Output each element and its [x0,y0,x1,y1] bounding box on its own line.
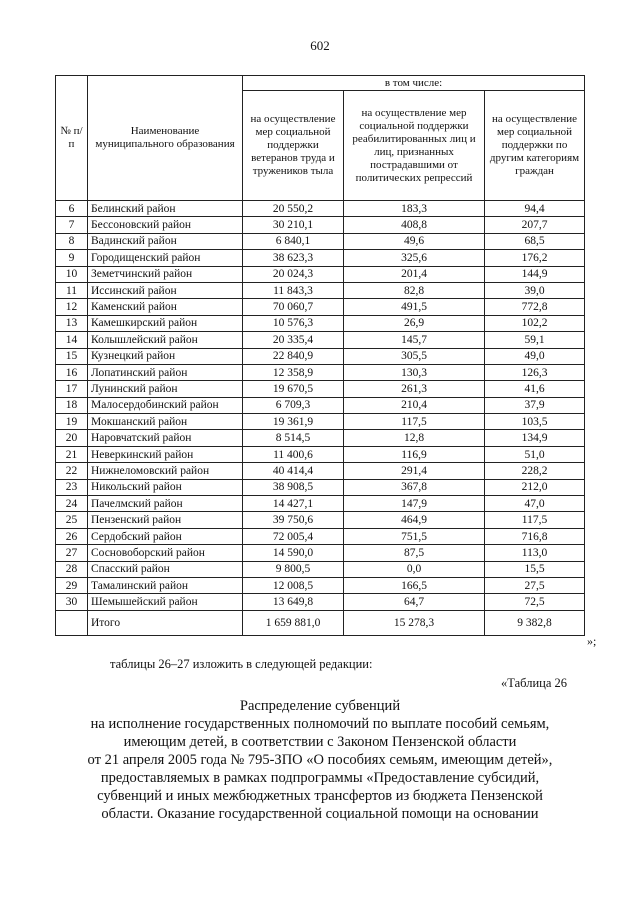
row-number: 6 [56,201,88,217]
table-row [56,397,585,413]
table-row [56,528,585,544]
row-name: Белинский район [88,201,243,217]
row-value-3: 59,1 [485,332,585,348]
row-value-1: 30 210,1 [243,217,344,233]
row-value-1: 70 060,7 [243,299,344,315]
row-value-3: 37,9 [485,397,585,413]
table-row [56,430,585,446]
row-value-2: 82,8 [344,282,485,298]
table-row [56,446,585,462]
row-value-3: 716,8 [485,528,585,544]
row-value-1: 13 649,8 [243,594,344,610]
row-number: 14 [56,332,88,348]
row-value-3: 49,0 [485,348,585,364]
header-col3: на осуществление мер социальной поддержки по другим категориям граждан [485,91,585,201]
row-value-3: 39,0 [485,282,585,298]
row-value-3: 126,3 [485,364,585,380]
row-number: 23 [56,479,88,495]
row-value-2: 130,3 [344,364,485,380]
title-line: от 21 апреля 2005 года № 795-ЗПО «О пособиях семьям, имеющим детей», [87,752,553,768]
row-number: 29 [56,577,88,593]
total-value-2: 15 278,3 [344,610,485,635]
table-row [56,594,585,610]
subsidy-table [55,75,585,636]
row-value-2: 26,9 [344,315,485,331]
table-row [56,561,585,577]
row-value-2: 64,7 [344,594,485,610]
row-value-2: 166,5 [344,577,485,593]
row-value-3: 207,7 [485,217,585,233]
row-value-1: 38 908,5 [243,479,344,495]
row-number: 18 [56,397,88,413]
title-line: предоставляемых в рамках подпрограммы «Предоставление субсидий, [100,770,540,786]
row-value-2: 464,9 [344,512,485,528]
row-value-1: 72 005,4 [243,528,344,544]
row-number: 28 [56,561,88,577]
row-number: 19 [56,414,88,430]
table-row [56,414,585,430]
row-name: Спасский район [88,561,243,577]
row-name: Пачелмский район [88,496,243,512]
table-row [56,348,585,364]
row-number: 27 [56,545,88,561]
row-value-3: 102,2 [485,315,585,331]
row-name: Мокшанский район [88,414,243,430]
row-value-2: 751,5 [344,528,485,544]
total-value-3: 9 382,8 [485,610,585,635]
row-value-2: 183,3 [344,201,485,217]
header-num: № п/п [56,76,88,201]
row-number: 25 [56,512,88,528]
row-value-3: 94,4 [485,201,585,217]
section-title [40,697,600,823]
row-name: Бессоновский район [88,217,243,233]
row-name: Никольский район [88,479,243,495]
table-row [56,364,585,380]
row-value-2: 147,9 [344,496,485,512]
row-number: 12 [56,299,88,315]
row-name: Кузнецкий район [88,348,243,364]
row-value-3: 47,0 [485,496,585,512]
row-name: Сосновоборский район [88,545,243,561]
row-name: Камешкирский район [88,315,243,331]
row-value-3: 72,5 [485,594,585,610]
row-value-2: 201,4 [344,266,485,282]
row-value-1: 19 361,9 [243,414,344,430]
table-row [56,577,585,593]
title-line: области. Оказание государственной социальной помощи на основании [101,806,539,822]
row-value-1: 6 840,1 [243,233,344,249]
row-value-1: 19 670,5 [243,381,344,397]
row-value-2: 117,5 [344,414,485,430]
page-number: 602 [310,38,330,53]
row-name: Сердобский район [88,528,243,544]
row-value-1: 11 400,6 [243,446,344,462]
row-value-2: 210,4 [344,397,485,413]
row-name: Наровчатский район [88,430,243,446]
row-value-1: 14 427,1 [243,496,344,512]
row-value-2: 305,5 [344,348,485,364]
row-number: 15 [56,348,88,364]
table-row [56,299,585,315]
row-value-1: 6 709,3 [243,397,344,413]
row-value-1: 39 750,6 [243,512,344,528]
table-row [56,381,585,397]
table-row [56,496,585,512]
table-row [56,201,585,217]
row-value-2: 408,8 [344,217,485,233]
row-number: 30 [56,594,88,610]
row-value-3: 144,9 [485,266,585,282]
row-value-1: 20 550,2 [243,201,344,217]
row-value-3: 772,8 [485,299,585,315]
row-value-3: 228,2 [485,463,585,479]
total-value-1: 1 659 881,0 [243,610,344,635]
row-name: Земетчинский район [88,266,243,282]
row-number: 16 [56,364,88,380]
table-row [56,266,585,282]
intro-text: таблицы 26–27 изложить в следующей редакции: [110,657,373,671]
header-name: Наименование муниципального образования [88,76,243,201]
row-value-1: 22 840,9 [243,348,344,364]
row-name: Шемышейский район [88,594,243,610]
row-value-3: 212,0 [485,479,585,495]
row-value-3: 103,5 [485,414,585,430]
row-value-3: 134,9 [485,430,585,446]
row-value-3: 15,5 [485,561,585,577]
row-value-3: 51,0 [485,446,585,462]
row-name: Неверкинский район [88,446,243,462]
title-line: на исполнение государственных полномочий по выплате пособий семьям, [90,716,550,732]
row-number: 7 [56,217,88,233]
table-label: «Таблица 26 [501,676,567,690]
row-number: 13 [56,315,88,331]
row-value-2: 12,8 [344,430,485,446]
row-value-2: 491,5 [344,299,485,315]
table-row [56,233,585,249]
row-value-2: 145,7 [344,332,485,348]
row-value-2: 261,3 [344,381,485,397]
title-line: Распределение субвенций [239,698,401,714]
row-number: 17 [56,381,88,397]
table-row [56,217,585,233]
row-number: 26 [56,528,88,544]
total-num-cell [56,610,88,635]
header-col1: на осуществление мер социальной поддержки ветеранов труда и тружеников тыла [243,91,344,201]
row-value-1: 20 024,3 [243,266,344,282]
row-name: Пензенский район [88,512,243,528]
row-number: 22 [56,463,88,479]
row-value-1: 12 008,5 [243,577,344,593]
row-value-3: 68,5 [485,233,585,249]
row-name: Лопатинский район [88,364,243,380]
row-name: Нижнеломовский район [88,463,243,479]
row-name: Тамалинский район [88,577,243,593]
row-number: 21 [56,446,88,462]
total-label: Итого [88,610,243,635]
row-name: Вадинский район [88,233,243,249]
table-row [56,250,585,266]
row-name: Иссинский район [88,282,243,298]
row-value-2: 116,9 [344,446,485,462]
row-value-1: 9 800,5 [243,561,344,577]
row-value-1: 14 590,0 [243,545,344,561]
row-name: Лунинский район [88,381,243,397]
row-value-1: 10 576,3 [243,315,344,331]
row-value-1: 20 335,4 [243,332,344,348]
table-row [56,332,585,348]
table-row [56,315,585,331]
total-row [56,610,585,635]
row-name: Колышлейский район [88,332,243,348]
row-value-2: 367,8 [344,479,485,495]
row-number: 24 [56,496,88,512]
row-value-2: 87,5 [344,545,485,561]
row-value-1: 12 358,9 [243,364,344,380]
row-name: Городищенский район [88,250,243,266]
row-number: 20 [56,430,88,446]
table-row [56,512,585,528]
row-value-3: 27,5 [485,577,585,593]
row-name: Малосердобинский район [88,397,243,413]
row-value-2: 325,6 [344,250,485,266]
row-value-3: 113,0 [485,545,585,561]
row-value-3: 117,5 [485,512,585,528]
row-name: Каменский район [88,299,243,315]
row-value-1: 38 623,3 [243,250,344,266]
row-end-mark: »; [587,634,597,648]
title-line: субвенций и иных межбюджетных трансфертов из бюджета Пензенской [97,788,543,804]
row-value-2: 49,6 [344,233,485,249]
header-group: в том числе: [243,76,585,91]
row-value-2: 0,0 [344,561,485,577]
row-number: 10 [56,266,88,282]
table-row [56,463,585,479]
table-row [56,545,585,561]
row-number: 11 [56,282,88,298]
header-col2: на осуществление мер социальной поддержки реабилитированных лиц и лиц, признанных пострадавшими от политических репрессий [344,91,485,201]
row-value-1: 8 514,5 [243,430,344,446]
row-value-1: 11 843,3 [243,282,344,298]
row-value-2: 291,4 [344,463,485,479]
row-value-1: 40 414,4 [243,463,344,479]
table-row [56,282,585,298]
title-line: имеющим детей, в соответствии с Законом Пензенской области [123,734,517,750]
row-number: 9 [56,250,88,266]
row-number: 8 [56,233,88,249]
row-value-3: 41,6 [485,381,585,397]
row-value-3: 176,2 [485,250,585,266]
table-row [56,479,585,495]
